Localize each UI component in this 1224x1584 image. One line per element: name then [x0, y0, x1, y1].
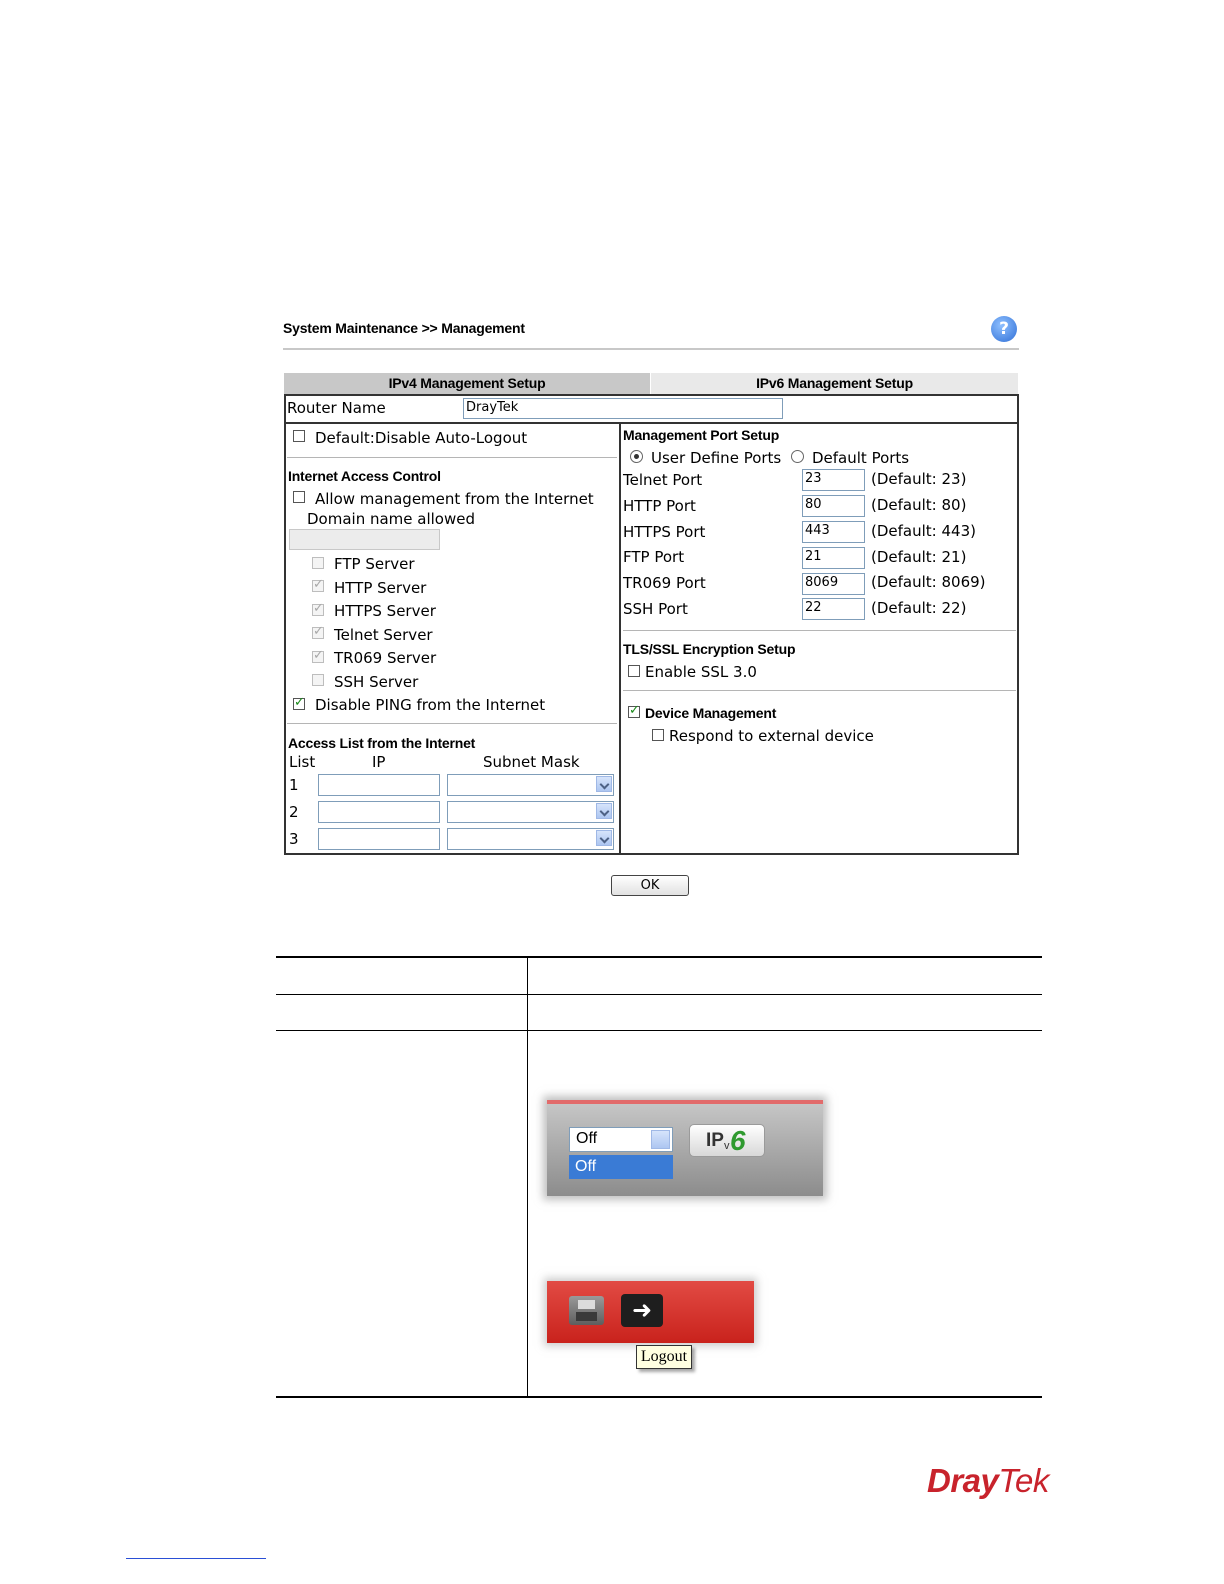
access-ip-input[interactable] — [318, 774, 440, 796]
question-icon[interactable]: ? — [991, 316, 1017, 342]
ipv6-off-select[interactable] — [569, 1127, 673, 1152]
http-server-label: HTTP Server — [334, 579, 427, 597]
col-list: List — [289, 753, 316, 771]
chevron-down-icon[interactable] — [651, 1130, 670, 1149]
telnet-port-input[interactable]: 23 — [802, 469, 865, 491]
telnet-server-label: Telnet Server — [334, 626, 433, 644]
logout-icon[interactable]: ➜ — [621, 1294, 663, 1327]
logo-tek: Tek — [998, 1462, 1049, 1499]
https-server-checkbox[interactable] — [312, 601, 324, 616]
chevron-down-icon[interactable] — [596, 803, 612, 819]
save-icon-label — [578, 1300, 595, 1309]
logout-tooltip: Logout — [636, 1345, 692, 1369]
tr069-port-input[interactable]: 8069 — [802, 573, 865, 595]
default-ports-radio[interactable] — [791, 450, 804, 463]
tab-ipv6[interactable]: IPv6 Management Setup — [651, 373, 1018, 394]
http-port-label: HTTP Port — [623, 497, 696, 515]
ipv6-toggle-snippet — [547, 1100, 823, 1196]
column-divider — [619, 422, 621, 855]
logo-dray: Dray — [927, 1462, 999, 1499]
table-column-rule — [527, 956, 528, 1398]
https-port-default: (Default: 443) — [871, 522, 976, 540]
check-icon: ✓ — [294, 695, 305, 710]
ipv6-badge[interactable] — [689, 1124, 765, 1157]
device-mgmt-label: Device Management — [645, 705, 777, 721]
ipv6-badge-six: 6 — [730, 1125, 746, 1156]
section-divider — [287, 457, 617, 458]
access-list-title: Access List from the Internet — [288, 735, 476, 751]
router-name-input[interactable]: DrayTek — [463, 398, 783, 419]
save-icon-slot — [576, 1312, 597, 1321]
ssh-port-label: SSH Port — [623, 600, 688, 618]
header-divider — [283, 348, 1019, 350]
allow-mgmt-checkbox[interactable] — [293, 491, 305, 503]
user-define-label: User Define Ports — [651, 449, 782, 467]
section-divider — [623, 690, 1016, 691]
ssh-server-label: SSH Server — [334, 673, 419, 691]
ftp-port-label: FTP Port — [623, 548, 685, 566]
check-icon: ✓ — [313, 624, 324, 639]
port-setup-title: Management Port Setup — [623, 427, 780, 443]
respond-external-label: Respond to external device — [669, 727, 874, 745]
respond-external-checkbox[interactable] — [652, 729, 664, 741]
ftp-server-label: FTP Server — [334, 555, 415, 573]
table-rule — [276, 994, 1042, 995]
user-define-radio[interactable] — [630, 450, 643, 463]
check-icon: ✓ — [629, 703, 640, 718]
ok-button[interactable]: OK — [611, 875, 689, 896]
draytek-logo — [927, 1462, 1049, 1500]
subnet-mask-select[interactable] — [447, 801, 614, 823]
ssh-port-input[interactable]: 22 — [802, 598, 865, 620]
ssl3-label: Enable SSL 3.0 — [645, 663, 757, 681]
table-bottom-rule — [276, 1396, 1042, 1398]
ssh-port-default: (Default: 22) — [871, 599, 967, 617]
router-name-label: Router Name — [287, 399, 386, 417]
col-ip: IP — [372, 753, 386, 771]
http-port-default: (Default: 80) — [871, 496, 967, 514]
internet-access-title: Internet Access Control — [288, 468, 441, 484]
ftp-port-default: (Default: 21) — [871, 548, 967, 566]
col-subnet-mask: Subnet Mask — [483, 753, 580, 771]
ftp-server-checkbox[interactable] — [312, 557, 324, 569]
access-row-num: 1 — [289, 776, 299, 794]
ftp-port-input[interactable]: 21 — [802, 547, 865, 569]
section-divider — [287, 723, 617, 724]
check-icon: ✓ — [313, 577, 324, 592]
ssl3-checkbox[interactable] — [628, 665, 640, 677]
check-icon: ✓ — [313, 601, 324, 616]
auto-logout-label: Default:Disable Auto-Logout — [315, 429, 528, 447]
access-ip-input[interactable] — [318, 801, 440, 823]
https-port-input[interactable]: 443 — [802, 521, 865, 543]
disable-ping-label: Disable PING from the Internet — [315, 696, 546, 714]
ipv6-select-value: Off — [576, 1130, 598, 1147]
ipv6-option-off[interactable]: Off — [569, 1155, 673, 1179]
footer-link-rule — [126, 1558, 266, 1559]
access-row-num: 2 — [289, 803, 299, 821]
tab-ipv4[interactable]: IPv4 Management Setup — [284, 373, 650, 394]
ipv6-badge-v: v — [724, 1140, 730, 1152]
snippet-top-strip — [547, 1100, 823, 1104]
telnet-port-label: Telnet Port — [623, 471, 703, 489]
tr069-port-label: TR069 Port — [623, 574, 706, 592]
domain-label: Domain name allowed — [307, 510, 476, 528]
ssh-server-checkbox[interactable] — [312, 674, 324, 686]
chevron-down-icon[interactable] — [596, 776, 612, 792]
disable-ping-checkbox[interactable] — [293, 695, 305, 710]
auto-logout-checkbox[interactable] — [293, 430, 305, 442]
telnet-server-checkbox[interactable] — [312, 624, 324, 639]
telnet-port-default: (Default: 23) — [871, 470, 967, 488]
http-port-input[interactable]: 80 — [802, 495, 865, 517]
tls-title: TLS/SSL Encryption Setup — [623, 641, 796, 657]
access-ip-input[interactable] — [318, 828, 440, 850]
section-divider — [623, 630, 1016, 631]
table-top-rule — [276, 956, 1042, 958]
breadcrumb: System Maintenance >> Management — [283, 320, 525, 336]
logout-toolbar-snippet — [547, 1281, 754, 1343]
table-rule — [276, 1030, 1042, 1031]
subnet-mask-select[interactable] — [447, 828, 614, 850]
device-mgmt-checkbox[interactable] — [628, 703, 640, 718]
domain-input[interactable] — [289, 529, 440, 550]
chevron-down-icon[interactable] — [596, 830, 612, 846]
http-server-checkbox[interactable] — [312, 577, 324, 592]
ipv6-badge-ip: IP — [706, 1130, 724, 1151]
allow-mgmt-label: Allow management from the Internet — [315, 490, 594, 508]
https-server-label: HTTPS Server — [334, 602, 436, 620]
tr069-server-label: TR069 Server — [334, 649, 437, 667]
tr069-port-default: (Default: 8069) — [871, 573, 986, 591]
save-icon[interactable] — [569, 1296, 604, 1325]
default-ports-label: Default Ports — [812, 449, 910, 467]
access-row-num: 3 — [289, 830, 299, 848]
tr069-server-checkbox[interactable] — [312, 648, 324, 663]
router-name-divider — [284, 422, 1019, 424]
check-icon: ✓ — [313, 648, 324, 663]
https-port-label: HTTPS Port — [623, 523, 706, 541]
subnet-mask-select[interactable] — [447, 774, 614, 796]
radio-dot — [634, 454, 639, 459]
